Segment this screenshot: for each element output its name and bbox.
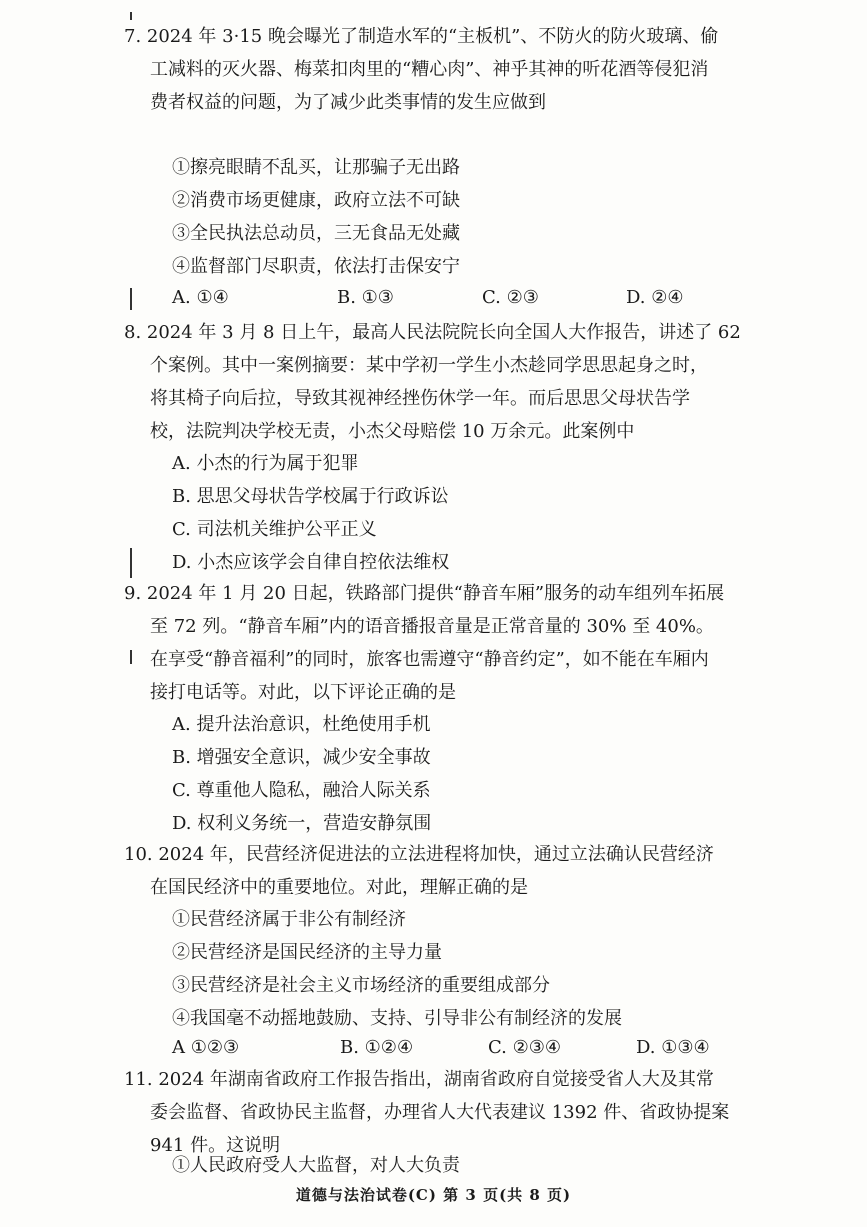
question-11 xyxy=(124,1063,750,1162)
choice-c: C. ②③ xyxy=(482,287,539,308)
option-d: D. 小杰应该学会自律自控依法维权 xyxy=(172,552,450,573)
question-stem-line: 在国民经济中的重要地位。对此，理解正确的是 xyxy=(150,877,528,898)
question-stem-line: 委会监督、省政协民主监督，办理省人大代表建议 1392 件、省政协提案 xyxy=(150,1102,730,1123)
choice-b: B. ①②④ xyxy=(340,1037,414,1058)
question-7 xyxy=(124,20,750,119)
choice-a: A. ①④ xyxy=(172,287,229,308)
page-footer: 道德与法治试卷(C) 第 3 页(共 8 页) xyxy=(295,1186,572,1204)
question-stem-line: 9. 2024 年 1 月 20 日起，铁路部门提供“静音车厢”服务的动车组列车拓展 xyxy=(124,583,725,604)
option-a: A. 小杰的行为属于犯罪 xyxy=(172,453,359,474)
question-8 xyxy=(124,316,750,448)
question-stem-line: 7. 2024 年 3·15 晚会曝光了制造水军的“主板机”、不防火的防火玻璃、偷 xyxy=(124,26,719,47)
margin-mark xyxy=(130,650,132,664)
option-a: A. 提升法治意识，杜绝使用手机 xyxy=(172,714,431,735)
option-c: C. 尊重他人隐私，融洽人际关系 xyxy=(172,780,431,801)
question-9 xyxy=(124,577,750,709)
choice-c: C. ②③④ xyxy=(488,1037,561,1058)
statement-item: ①民营经济属于非公有制经济 xyxy=(172,909,406,930)
question-stem-line: 费者权益的问题，为了减少此类事情的发生应做到 xyxy=(150,92,546,113)
choice-d: D. ②④ xyxy=(626,287,684,308)
statement-item: ②消费市场更健康，政府立法不可缺 xyxy=(172,190,460,211)
question-stem-line: 10. 2024 年，民营经济促进法的立法进程将加快，通过立法确认民营经济 xyxy=(124,844,714,865)
question-stem-line: 校，法院判决学校无责，小杰父母赔偿 10 万余元。此案例中 xyxy=(150,421,635,442)
statement-item: ③全民执法总动员，三无食品无处藏 xyxy=(172,223,460,244)
statement-item: ④我国毫不动摇地鼓励、支持、引导非公有制经济的发展 xyxy=(172,1008,622,1029)
choice-b: B. ①③ xyxy=(337,287,394,308)
margin-mark xyxy=(130,288,132,310)
option-d: D. 权利义务统一，营造安静氛围 xyxy=(172,813,432,834)
choice-d: D. ①③④ xyxy=(636,1037,710,1058)
question-stem-line: 将其椅子向后拉，导致其视神经挫伤休学一年。而后思思父母状告学 xyxy=(150,388,690,409)
statement-item: ①人民政府受人大监督，对人大负责 xyxy=(172,1155,460,1176)
margin-mark xyxy=(130,12,132,20)
option-b: B. 思思父母状告学校属于行政诉讼 xyxy=(172,486,449,507)
statement-item: ②民营经济是国民经济的主导力量 xyxy=(172,942,442,963)
option-c: C. 司法机关维护公平正义 xyxy=(172,519,377,540)
question-stem-line: 在享受“静音福利”的同时，旅客也需遵守“静音约定”，如不能在车厢内 xyxy=(150,649,709,670)
question-stem-line: 941 件。这说明 xyxy=(150,1135,281,1156)
statement-item: ③民营经济是社会主义市场经济的重要组成部分 xyxy=(172,975,550,996)
question-stem-line: 工减料的灭火器、梅菜扣肉里的“糟心肉”、神乎其神的听花酒等侵犯消 xyxy=(150,59,709,80)
question-stem-line: 8. 2024 年 3 月 8 日上午，最高人民法院院长向全国人大作报告，讲述了 62 xyxy=(124,322,741,343)
margin-mark xyxy=(130,548,132,578)
statement-item: ①擦亮眼睛不乱买，让那骗子无出路 xyxy=(172,157,460,178)
question-10 xyxy=(124,838,750,904)
option-b: B. 增强安全意识，减少安全事故 xyxy=(172,747,431,768)
question-stem-line: 接打电话等。对此，以下评论正确的是 xyxy=(150,682,456,703)
choice-a: A ①②③ xyxy=(172,1037,240,1058)
question-stem-line: 11. 2024 年湖南省政府工作报告指出，湖南省政府自觉接受省人大及其常 xyxy=(124,1069,714,1090)
statement-item: ④监督部门尽职责，依法打击保安宁 xyxy=(172,256,460,277)
question-stem-line: 个案例。其中一案例摘要：某中学初一学生小杰趁同学思思起身之时， xyxy=(150,355,708,376)
question-stem-line: 至 72 列。“静音车厢”内的语音播报音量是正常音量的 30% 至 40%。 xyxy=(150,616,714,637)
